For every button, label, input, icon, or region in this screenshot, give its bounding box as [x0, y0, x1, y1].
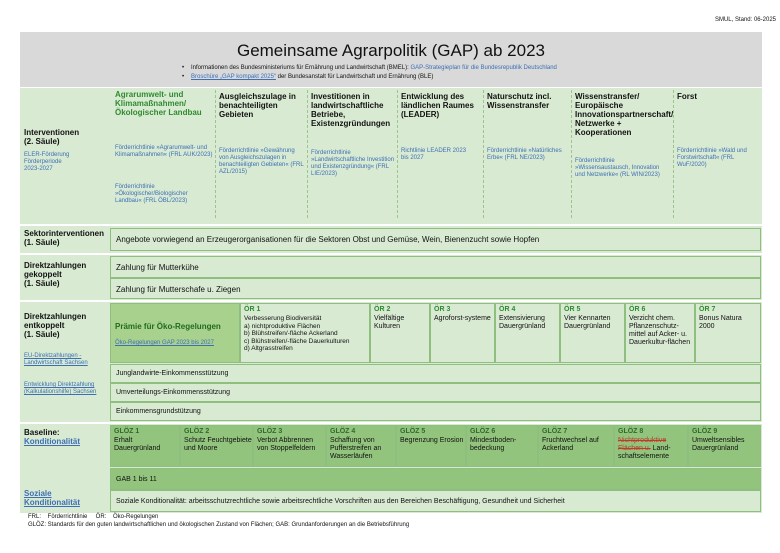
gloez-9-box: [688, 425, 761, 467]
frl-azl-link[interactable]: Förderrichtlinie »Gewährung von Ausgleichszulagen in benachteiligten Gebieten« (FRL AZL/2015): [219, 148, 304, 175]
frl-auk-link[interactable]: Förderrichtlinie »Agrarumwelt- und Klimamaßnahmen« (FRL AUK/2023): [115, 145, 213, 158]
intervention-col-leader: [397, 90, 479, 218]
mutterkuehe-box: [110, 256, 761, 278]
umverteilung-text: Umverteilungs-Einkommensstützung: [116, 389, 230, 396]
gloez-struck-text: Nichtproduktive Flächen u.: [618, 437, 667, 452]
source-note: SMUL, Stand: 06-2025: [714, 17, 776, 23]
gloez-text: Umweltsensibles Dauergrünland: [692, 437, 745, 452]
gloez-code: GLÖZ 3: [257, 428, 283, 435]
gloez-7-box: [538, 425, 614, 467]
gloez-text: Begrenzung Erosion: [400, 437, 464, 444]
gab-text: GAB 1 bis 11: [116, 476, 157, 483]
intervention-title: Wissenstransfer/ Europäische Innovationspartnerschaft/ Netzwerke + Kooperationen: [575, 92, 674, 137]
intervention-col-ne: [483, 90, 569, 218]
eler-link[interactable]: ELER-Förderung Förderperiode 2023-2027: [24, 152, 70, 172]
footer-line-1: FRL: Förderrichtlinie ÖR: Öko-Regelungen: [28, 514, 159, 520]
oer-text: Bonus Natura 2000: [699, 315, 742, 330]
baseline-label-block: [24, 428, 108, 446]
intervention-col-azl: [215, 90, 305, 218]
oer-7-box: [695, 303, 761, 363]
grundstuetzung-text: Einkommensgrundstützung: [116, 408, 201, 415]
intervention-col-lie: [307, 90, 395, 218]
intervention-title: Entwicklung des ländlichen Raumes (LEADER): [401, 92, 474, 119]
gloez-code: GLÖZ 1: [114, 428, 140, 435]
gloez-4-box: [326, 425, 396, 467]
oer-6-box: [625, 303, 695, 363]
gloez-code: GLÖZ 2: [184, 428, 210, 435]
junglandwirte-text: Junglandwirte-Einkommensstützung: [116, 370, 229, 377]
gloez-code: GLÖZ 8: [618, 428, 644, 435]
gloez-code: GLÖZ 9: [692, 428, 718, 435]
mutterschafe-text: Zahlung für Mutterschafe u. Ziegen: [116, 285, 241, 294]
oer-5-box: [560, 303, 625, 363]
sozial-box: [110, 490, 761, 512]
grundstuetzung-box: [110, 402, 761, 421]
mutterschafe-box: [110, 278, 761, 299]
oer-code: ÖR 7: [699, 306, 716, 313]
sektor-label: Sektorinterventionen (1. Säule): [24, 229, 105, 247]
oer-code: ÖR 3: [434, 306, 451, 313]
oer-text: Verbesserung Biodiversität a) nichtproduktive Flächen b) Blühstreifen/-fläche Ackerland c) Blühstreifen/-fläche Dauerkulturen d) Altgrasstreifen: [244, 315, 350, 352]
info-item-bmel: • Informationen des Bundesministeriums für Ernährung und Landwirtschaft (BMEL): GAP-Strategieplan für die Bundesrepublik Deutschland: [182, 65, 742, 72]
frl-lie-link[interactable]: Förderrichtlinie »Landwirtschaftliche Investition und Existenzgründung« (FRL LIE/2023): [311, 150, 395, 177]
konditionalitaet-link[interactable]: Konditionalität: [24, 437, 80, 446]
sozial-text: Soziale Konditionalität: arbeitsschutzrechtliche sowie arbeitsrechtliche Vorschriften aus den Bereichen Beschäftigung, Gesundheit und Sicherheit: [116, 498, 565, 505]
eu-direktzahlungen-link[interactable]: EU-Direktzahlungen - Landwirtschaft Sachsen: [24, 353, 88, 366]
baseline-label: Baseline:: [24, 428, 60, 437]
oer-4-box: [495, 303, 560, 363]
frl-ne-link[interactable]: Förderrichtlinie »Natürliches Erbe« (FRL NE/2023): [487, 148, 562, 161]
kalkulationshilfe-link[interactable]: Entwicklung Direktzahlung (Kalkulationshilfe) Sachsen: [24, 382, 97, 395]
intervention-title: Forst: [677, 92, 697, 101]
intervention-title: Naturschutz incl. Wissenstransfer: [487, 92, 552, 110]
intervention-col-auk: [111, 88, 215, 220]
oer-code: ÖR 6: [629, 306, 646, 313]
oer-text: Agroforst-systeme: [434, 315, 491, 322]
oer-2-box: [370, 303, 430, 363]
gloez-text: Schutz Feuchtgebiete und Moore: [184, 437, 252, 452]
gloez-8-box: [614, 425, 688, 467]
oer-code: ÖR 2: [374, 306, 391, 313]
leader-link[interactable]: Richtlinie LEADER 2023 bis 2027: [401, 148, 467, 161]
broschuere-link[interactable]: Broschüre „GAP kompakt 2025“: [191, 74, 276, 80]
soziale-konditionalitaet-link[interactable]: Soziale Konditionalität: [24, 489, 80, 507]
info-list: [182, 65, 742, 81]
umverteilung-box: [110, 383, 761, 402]
intervention-title: Ausgleichszulage in benachteiligten Gebieten: [219, 92, 296, 119]
oer-text: Vielfältige Kulturen: [374, 315, 405, 330]
rl-win-link[interactable]: Förderrichtlinie »Wissensaustausch, Innovation und Netzwerke« (RL WIN/2023): [575, 158, 660, 178]
footer-line-2: GLÖZ: Standards für den guten landwirtschaftlichen und ökologischen Zustand von Flächen; GAB: Grundanforderungen an die Betriebsführung: [28, 522, 410, 528]
gloez-text: Mindestboden-bedeckung: [470, 437, 517, 452]
praemie-title: Prämie für Öko-Regelungen: [115, 322, 221, 331]
oer-code: ÖR 5: [564, 306, 581, 313]
gloez-code: GLÖZ 7: [542, 428, 568, 435]
oer-text: Verzicht chem. Pflanzenschutz-mittel auf Acker- u. Dauerkultur-flächen: [629, 315, 691, 346]
oer-1-box: [240, 303, 370, 363]
gab-box: [110, 468, 761, 490]
gloez-text: Verbot Abbrennen von Stoppelfeldern: [257, 437, 316, 452]
intervention-col-win: [571, 90, 674, 218]
oer-text: Vier Kennarten Dauergrünland: [564, 315, 611, 330]
gloez-code: GLÖZ 6: [470, 428, 496, 435]
oer-code: ÖR 1: [244, 306, 261, 313]
info-item-ble: • Broschüre „GAP kompakt 2025“ der Bundesanstalt für Landwirtschaft und Ernährung (BLE): [182, 74, 742, 81]
frl-wuf-link[interactable]: Förderrichtlinie »Wald und Forstwirtschaft« (FRL WuF/2020): [677, 148, 747, 168]
gloez-text: Erhalt Dauergrünland: [114, 437, 161, 452]
oeko-regelungen-link[interactable]: Öko-Regelungen GAP 2023 bis 2027: [115, 340, 214, 346]
interventionen-label-block: [24, 128, 106, 173]
oer-code: ÖR 4: [499, 306, 516, 313]
sektor-box: [110, 228, 761, 251]
gloez-text: Fruchtwechsel auf Ackerland: [542, 437, 599, 452]
praemie-box: [110, 303, 240, 363]
junglandwirte-box: [110, 364, 761, 383]
gap-strategieplan-link[interactable]: GAP-Strategieplan für die Bundesrepublik Deutschland: [410, 65, 557, 71]
gloez-text: Land-schaftselemente: [618, 445, 671, 460]
frl-oebl-link[interactable]: Förderrichtlinie »Ökologischer/Biologischer Landbau« (FRL ÖBL/2023): [115, 184, 188, 204]
gloez-2-box: [180, 425, 253, 467]
gloez-text-block: [618, 437, 688, 461]
entkoppelt-label-block: [24, 312, 108, 396]
mutterkuehe-text: Zahlung für Mutterkühe: [116, 263, 199, 272]
oer-text: Extensivierung Dauergrünland: [499, 315, 546, 330]
sektor-text: Angebote vorwiegend an Erzeugerorganisationen für die Sektoren Obst und Gemüse, Wein, Bienenzucht sowie Hopfen: [116, 235, 540, 244]
gloez-code: GLÖZ 4: [330, 428, 356, 435]
gloez-text: Schaffung von Pufferstreifen an Wasserläufen: [330, 437, 382, 460]
oer-3-box: [430, 303, 495, 363]
gloez-3-box: [253, 425, 326, 467]
gloez-1-box: [110, 425, 180, 467]
entkoppelt-label: Direktzahlungen entkoppelt (1. Säule): [24, 312, 87, 339]
gloez-6-box: [466, 425, 538, 467]
gloez-5-box: [396, 425, 466, 467]
intervention-col-forst: [673, 90, 761, 218]
gloez-code: GLÖZ 5: [400, 428, 426, 435]
gekoppelt-label: Direktzahlungen gekoppelt (1. Säule): [24, 261, 87, 288]
interventionen-label: Interventionen (2. Säule): [24, 128, 80, 146]
intervention-title: Investitionen in landwirtschaftliche Betriebe, Existenzgründungen: [311, 92, 391, 128]
page-title: Gemeinsame Agrarpolitik (GAP) ab 2023: [236, 41, 546, 60]
intervention-title: Agrarumwelt- und Klimamaßnahmen/ Ökologischer Landbau: [115, 90, 202, 117]
header-panel: [20, 32, 762, 87]
